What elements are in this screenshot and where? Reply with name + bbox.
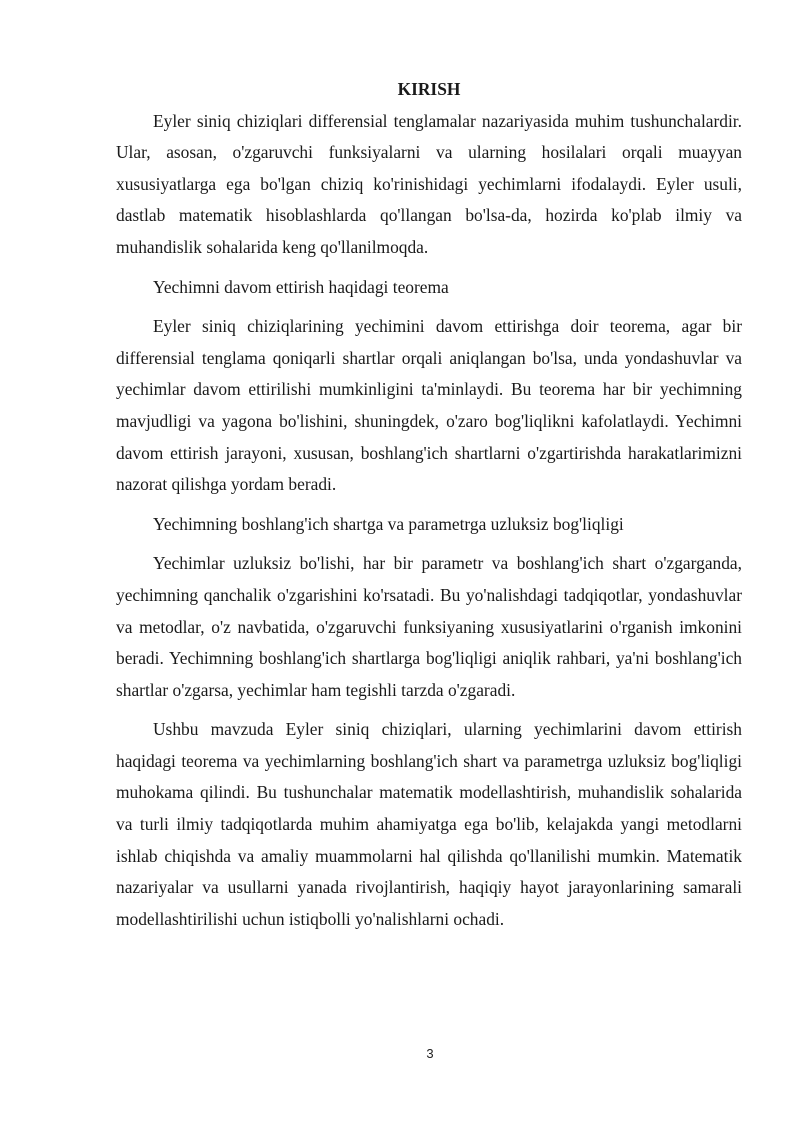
spacer [116, 303, 742, 311]
section-title: KIRISH [397, 79, 461, 99]
subheading-continuous-dependence: Yechimning boshlang'ich shartga va parametrga uzluksiz bog'liqligi [153, 513, 624, 534]
paragraph-intro: Eyler siniq chiziqlari differensial tenglamalar nazariyasida muhim tushunchalardir. Ular, asosan, o'zgaruvchi funksiyalarni va ularning hosilalari orqali muayyan xususiyatlarga ega bo'lgan chiziq ko'rinishidagi yechimlarni ifodalaydi. Eyler usuli, dastlab matematik hisoblashlarda qo'llangan bo'lsa-da, hozirda ko'plab ilmiy va muhandislik sohalarida keng qo'llanilmoqda. [116, 110, 742, 257]
subheading-continuation-theorem: Yechimni davom ettirish haqidagi teorema [153, 276, 449, 297]
spacer [116, 540, 742, 548]
page-number: 3 [426, 1046, 434, 1061]
spacer [116, 264, 742, 272]
spacer [116, 501, 742, 509]
paragraph-conclusion: Ushbu mavzuda Eyler siniq chiziqlari, ularning yechimlarini davom ettirish haqidagi teorema va yechimlarning boshlang'ich shart va parametrga uzluksiz bog'liqligi muhokama qilindi. Bu tushunchalar matematik modellashtirish, muhandislik sohalarida va turli ilmiy tadqiqotlarda muhim ahamiyatga ega bo'lib, kelajakda yangi metodlarni ishlab chiqishda va amaliy muammolarni hal qilishda qo'llanilishi mumkin. Matematik nazariyalar va usullarni yanada rivojlantirish, haqiqiy hayot jarayonlarining samarali modellashtirilishi uchun istiqbolli yo'nalishlarni ochadi. [116, 719, 742, 929]
paragraph-continuation-theorem: Eyler siniq chiziqlarining yechimini davom ettirishga doir teorema, agar bir differensial tenglama qoniqarli shartlar orqali aniqlangan bo'lsa, unda yondashuvlar va yechimlar davom ettirilishi mumkinligini ta'minlaydi. Bu teorema har bir yechimning mavjudligi va yagona bo'lishini, shuningdek, o'zaro bog'liqlikni kafolatlaydi. Yechimni davom ettirish jarayoni, xususan, boshlang'ich shartlarni o'zgartirishda harakatlarimizni nazorat qilishga yordam beradi. [116, 316, 742, 495]
document-page [116, 74, 742, 935]
spacer [116, 706, 742, 714]
paragraph-continuous-dependence: Yechimlar uzluksiz bo'lishi, har bir parametr va boshlang'ich shart o'zgarganda, yechimning qanchalik o'zgarishini ko'rsatadi. Bu yo'nalishdagi tadqiqotlar, yondashuvlar va metodlar, o'z navbatida, o'zgaruvchi funksiyaning xususiyatlarini o'rganish imkonini beradi. Yechimning boshlang'ich shartlarga bog'liqligi aniqlik rahbari, ya'ni boshlang'ich shartlar o'zgarsa, yechimlar ham tegishli tarzda o'zgaradi. [116, 553, 742, 700]
